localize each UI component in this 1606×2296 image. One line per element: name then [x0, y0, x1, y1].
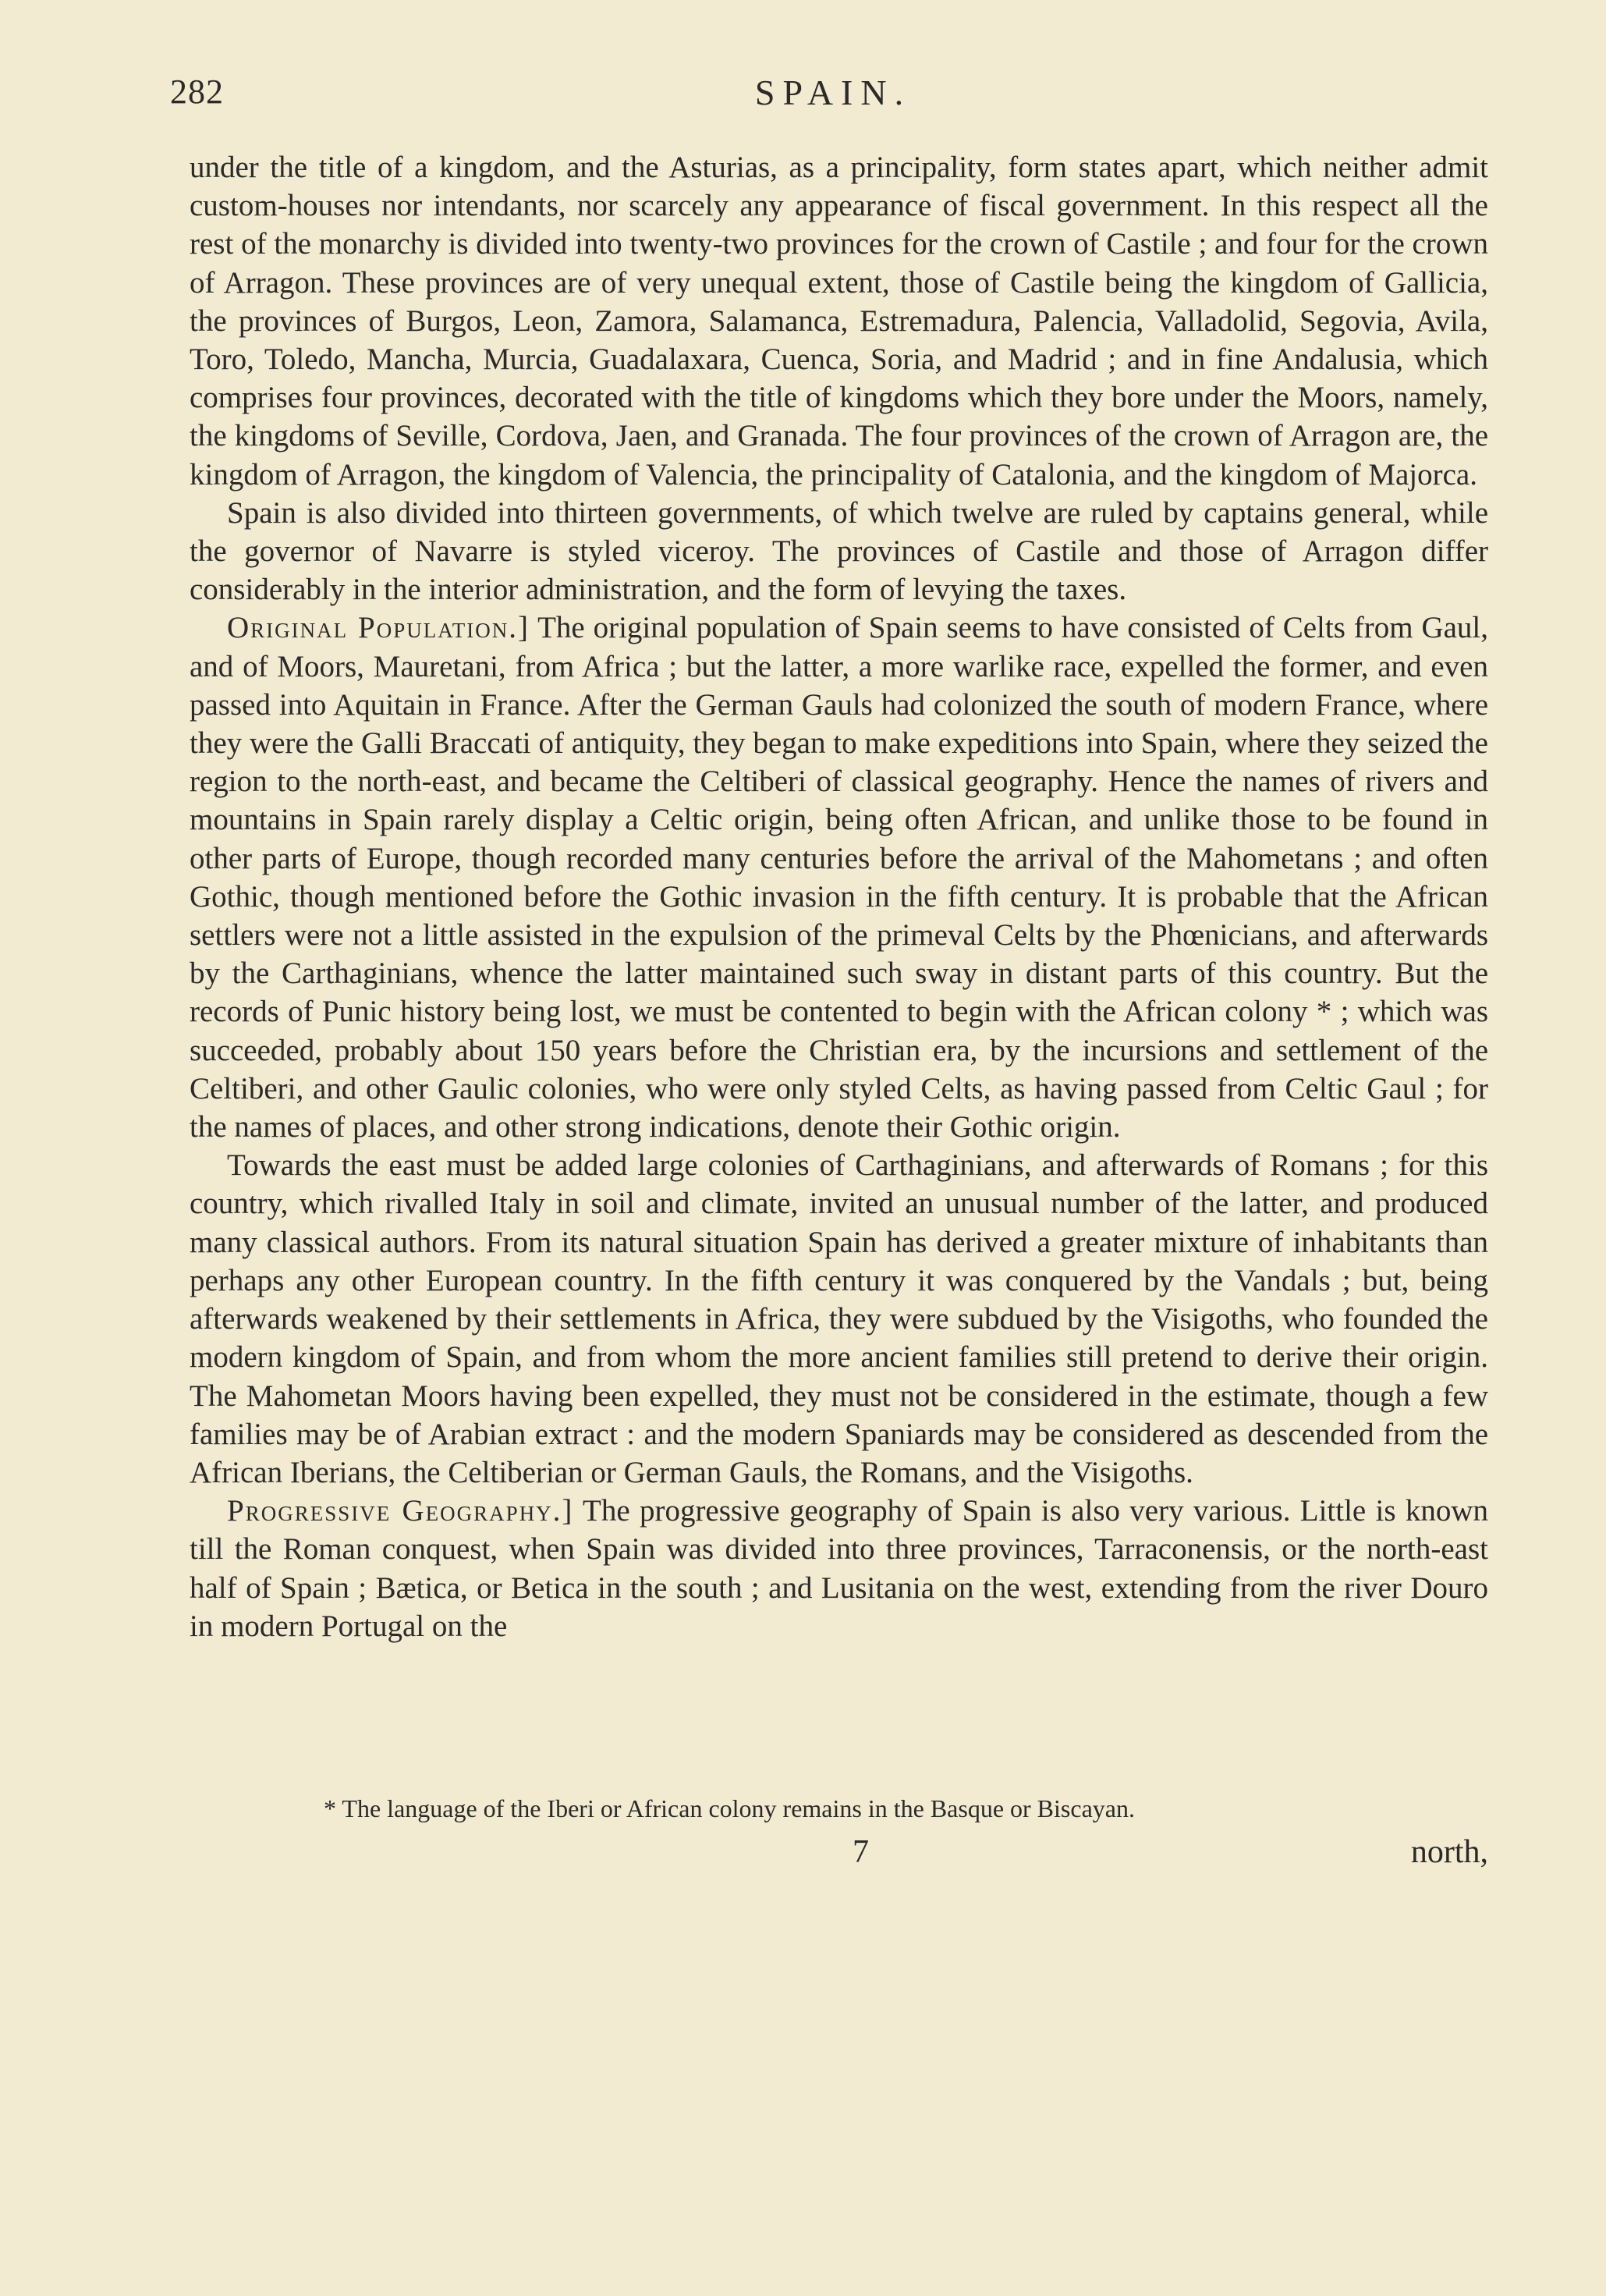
paragraph-governments: Spain is also divided into thirteen governments, of which twelve are ruled by captains general, while the governor of Navarre is styled viceroy. The provinces of Castile and those of Arragon differ considerably in the interior administration, and the form of levying the taxes.	[190, 495, 1488, 607]
running-head	[170, 72, 1496, 119]
running-title: SPAIN.	[754, 73, 912, 112]
paragraph-towards-east: Towards the east must be added large colonies of Carthaginians, and afterwards of Romans ; for this country, which rivalled Italy in soil and climate, invited an unusual number of the latter, and produced many classical authors. From its natural situation Spain has derived a greater mixture of inhabitants than perhaps any other European country. In the fifth century it was conquered by the Vandals ; but, being afterwards weakened by their settlements in Africa, they were subdued by the Visigoths, who founded the modern kingdom of Spain, and from whom the more ancient families still pretend to derive their origin. The Mahometan Moors having been expelled, they must not be considered in the estimate, though a few families may be of Arabian extract : and the modern Spaniards may be considered as descended from the African Iberians, the Celtiberian or German Gauls, the Romans, and the Visigoths.	[190, 1148, 1488, 1489]
footnote: * The language of the Iberi or African colony remains in the Basque or Biscayan.	[324, 1794, 1135, 1822]
paragraph-asturias: under the title of a kingdom, and the Asturias, as a principality, form states apart, which neither admit custom-houses nor intendants, nor scarcely any appearance of fiscal government. In this respect all the rest of the monarchy is divided into twenty-two provinces for the crown of Castile ; and four for the crown of Arragon. These provinces are of very unequal extent, those of Castile being the kingdom of Gallicia, the provinces of Burgos, Leon, Zamora, Salamanca, Estremadura, Palencia, Valladolid, Segovia, Avila, Toro, Toledo, Mancha, Murcia, Guadalaxara, Cuenca, Soria, and Madrid ; and in fine Andalusia, which comprises four provinces, decorated with the title of kingdoms which they bore under the Moors, namely, the kingdoms of Seville, Cordova, Jaen, and Granada. The four provinces of the crown of Arragon are, the kingdom of Arragon, the kingdom of Valencia, the principality of Catalonia, and the kingdom of Majorca.	[190, 151, 1488, 491]
paragraph-progressive-geography	[190, 1492, 1488, 1645]
section-heading-original-population: Original Population.]	[227, 611, 530, 645]
progressive-geography-text: The progressive geography of Spain is also very various. Little is known till the Roman conquest, when Spain was divided into three provinces, Tarraconensis, or the north-east half of Spain ; Bætica, or Betica in the south ; and Lusitania on the west, extending from the river Douro in modern Portugal on the	[190, 1494, 1489, 1643]
body-text	[190, 148, 1488, 1645]
catchword: north,	[1410, 1834, 1488, 1870]
section-heading-progressive-geography: Progressive Geography.]	[227, 1494, 574, 1528]
original-population-text: The original population of Spain seems to have consisted of Celts from Gaul, and of Moors, Mauretani, from Africa ; but the latter, a more warlike race, expelled the former, and even passed into Aquitain in France. After the German Gauls had colonized the south of modern France, where they were the Galli Braccati of antiquity, they began to make expeditions into Spain, where they seized the region to the north-east, and became the Celtiberi of classical geography. Hence the names of rivers and mountains in Spain rarely display a Celtic origin, being often African, and unlike those to be found in other parts of Europe, though recorded many centuries before the arrival of the Mahometans ; and often Gothic, though mentioned before the Gothic invasion in the fifth century. It is probable that the African settlers were not a little assisted in the expulsion of the primeval Celts by the Phœnicians, and afterwards by the Carthaginians, whence the latter maintained such sway in distant parts of this country. But the records of Punic history being lost, we must be contented to begin with the African colony * ; which was succeeded, probably about 150 years before the Christian era, by the incursions and settlement of the Celtiberi, and other Gaulic colonies, who were only styled Celts, as having passed from Celtic Gaul ; for the names of places, and other strong indications, denote their Gothic origin.	[190, 611, 1489, 1144]
page-footer	[190, 1833, 1488, 1880]
signature-mark: 7	[853, 1834, 869, 1870]
page-number: 282	[170, 73, 224, 111]
paragraph-original-population	[190, 609, 1488, 1146]
